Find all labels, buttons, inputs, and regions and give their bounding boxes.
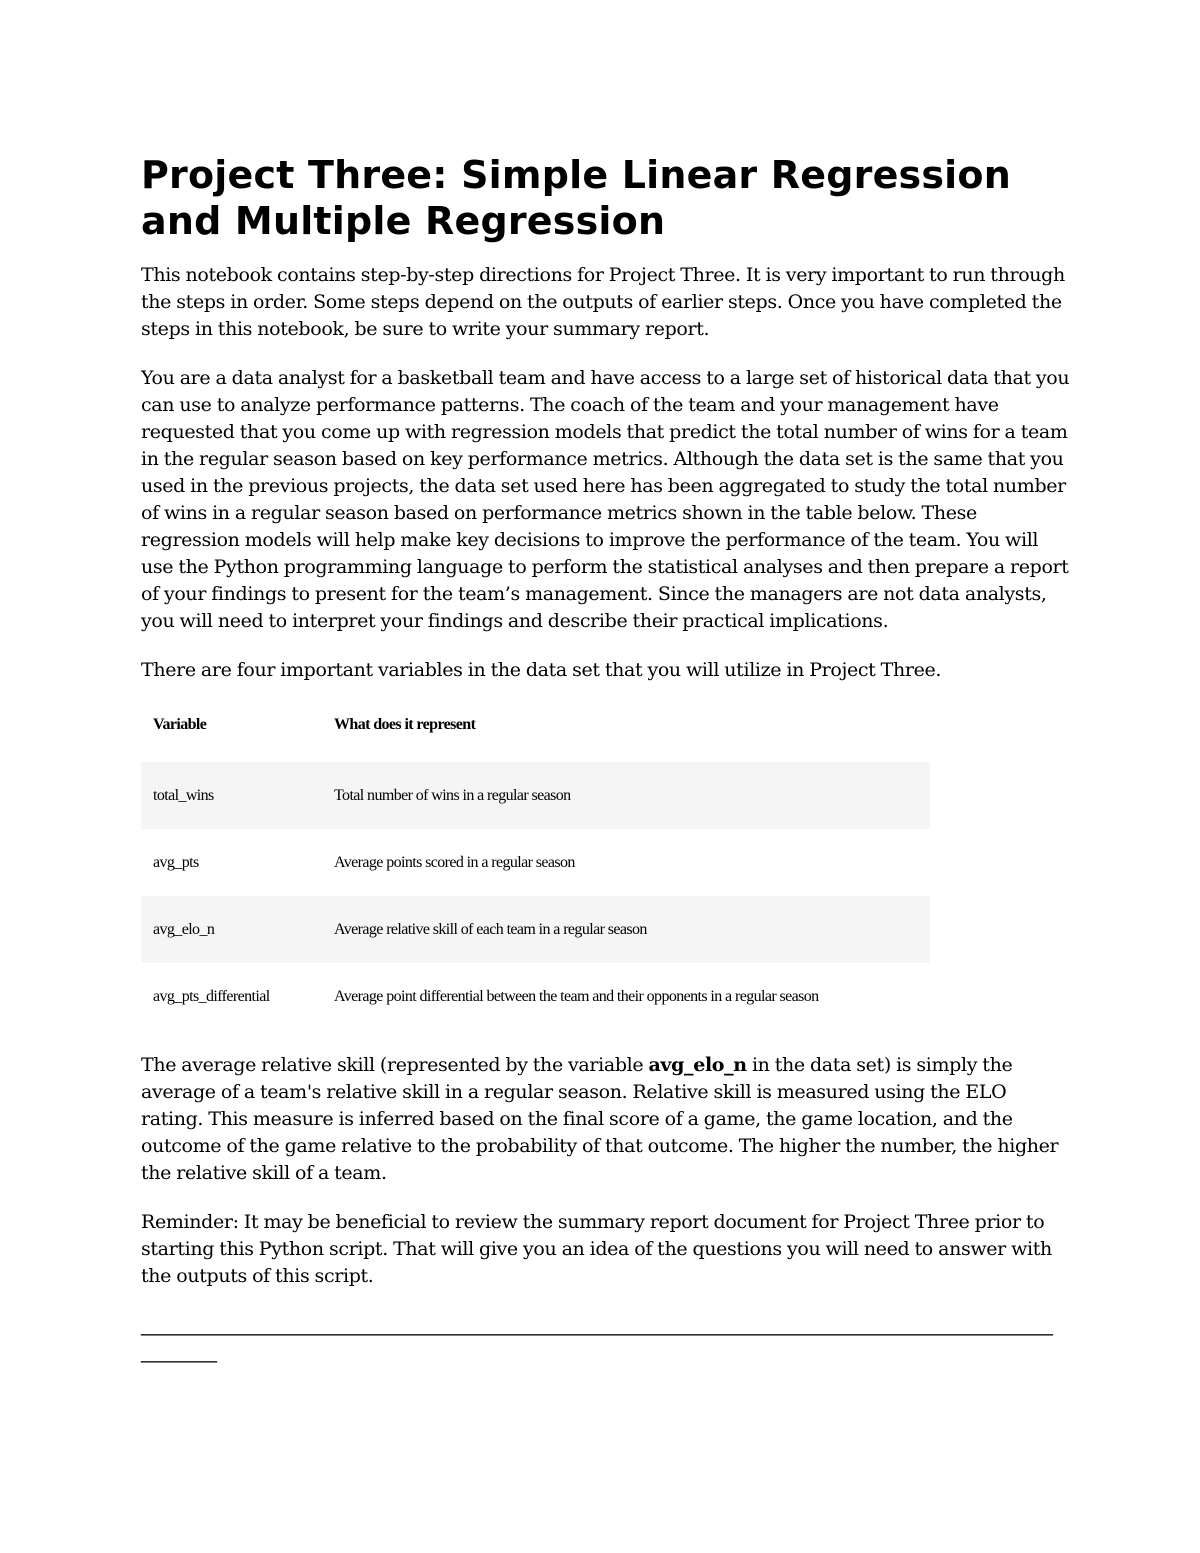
variable-name-cell: total_wins (141, 762, 322, 829)
document-title: Project Three: Simple Linear Regression and Multiple Regression (141, 153, 1011, 243)
variable-description-cell: Average point differential between the team and their opponents in a regular season (334, 987, 819, 1005)
table-row (141, 762, 930, 829)
variable-name-cell: avg_pts_differential (153, 987, 270, 1005)
table-header-row (141, 706, 930, 762)
section-divider: ________________________________________________________________________________________________________ (141, 1314, 1053, 1363)
table-row (141, 963, 930, 1030)
scenario-paragraph: You are a data analyst for a basketball team and have access to a large set of historical data that you can use to analyze performance patterns. The coach of the team and your management have requested that you come up with regression models that predict the total number of wins for a team in the regular season based on key performance metrics. Although the data set is the same that you used in the previous projects, the data set used here has been aggregated to study the total number of wins in a regular season based on performance metrics shown in the table below. These regression models will help make key decisions to improve the performance of the team. You will use the Python programming language to perform the statistical analyses and then prepare a report of your findings to present for the team’s management. Since the managers are not data analysts, you will need to interpret your findings and describe their practical implications. (141, 367, 1070, 632)
variable-description-cell: Total number of wins in a regular season (322, 762, 930, 829)
table-header-variable: Variable (153, 716, 207, 733)
elo-text-after: in the data set) is simply the average of a team's relative skill in a regular season. Relative skill is measured using the ELO rating. This measure is inferred based on the final score of a game, the game location, and the outcome of the game relative to the probability of that outcome. The higher the number, the higher the relative skill of a team. (141, 1054, 1059, 1184)
elo-text-before: The average relative skill (represented by the variable (141, 1054, 649, 1076)
table-row (141, 829, 930, 896)
intro-paragraph: This notebook contains step-by-step directions for Project Three. It is very important to run through the steps in order. Some steps depend on the outputs of earlier steps. Once you have completed the steps in this notebook, be sure to write your summary report. (141, 264, 1065, 340)
variables-table (141, 706, 930, 1030)
variable-description-cell: Average relative skill of each team in a regular season (322, 896, 930, 963)
elo-paragraph (141, 1052, 1070, 1187)
reminder-paragraph: Reminder: It may be beneficial to review the summary report document for Project Three prior to starting this Python script. That will give you an idea of the questions you will need to answer with the outputs of this script. (141, 1211, 1052, 1287)
elo-variable-name: avg_elo_n (648, 1054, 747, 1076)
table-row (141, 896, 930, 963)
variables-intro-paragraph: There are four important variables in the data set that you will utilize in Project Three. (141, 659, 942, 681)
table-header-description: What does it represent (334, 716, 476, 733)
variable-name-cell: avg_elo_n (141, 896, 322, 963)
variable-description-cell: Average points scored in a regular season (334, 853, 575, 871)
variable-name-cell: avg_pts (153, 853, 199, 871)
